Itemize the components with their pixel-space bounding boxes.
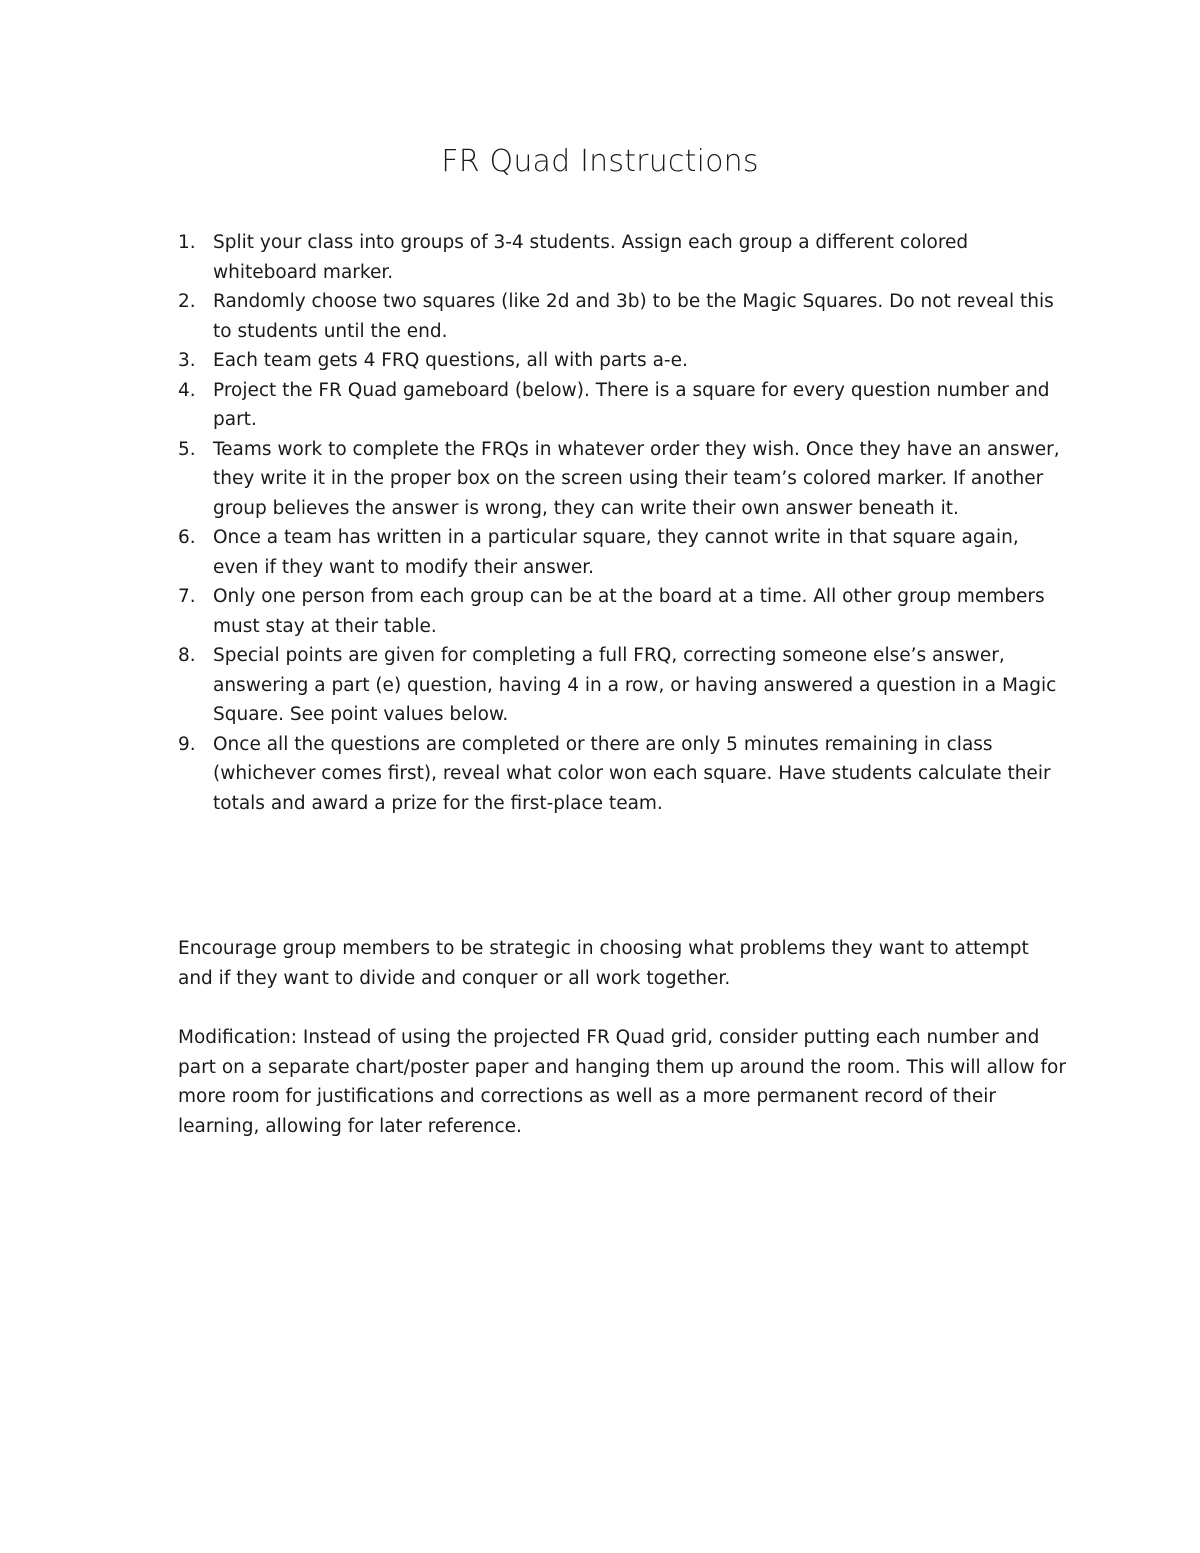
list-item [178, 523, 1068, 582]
list-item-number: 4. [178, 379, 196, 401]
list-item [178, 228, 1068, 287]
list-item-text: Once all the questions are completed or there are only 5 minutes remaining in class (whichever comes first), reveal what color won each square. Have students calculate their totals and award a prize for the first-place team. [213, 733, 1051, 814]
list-item-text: Randomly choose two squares (like 2d and 3b) to be the Magic Squares. Do not reveal this to students until the end. [213, 291, 1054, 342]
list-item [178, 435, 1068, 524]
list-item [178, 287, 1068, 346]
list-item [178, 582, 1068, 641]
list-item-number: 5. [178, 438, 196, 460]
strategy-paragraph: Encourage group members to be strategic in choosing what problems they want to attempt and if they want to divide and conquer or all work together. [178, 938, 1029, 989]
list-item-number: 2. [178, 291, 196, 312]
list-item-number: 1. [178, 232, 196, 253]
list-item-number: 8. [178, 645, 196, 666]
list-item-number: 9. [178, 733, 196, 755]
list-item [178, 641, 1068, 730]
instructions-list [178, 228, 1068, 818]
list-item-text: Project the FR Quad gameboard (below). There is a square for every question number and part. [213, 379, 1050, 430]
list-item-text: Teams work to complete the FRQs in whatever order they wish. Once they have an answer, they write it in the proper box on the screen using their team’s colored marker. If another group believes the answer is wrong, they can write their own answer beneath it. [213, 438, 1060, 519]
list-item-text: Split your class into groups of 3-4 students. Assign each group a different colored whiteboard marker. [213, 232, 969, 283]
modification-paragraph: Modification: Instead of using the projected FR Quad grid, consider putting each number and part on a separate chart/poster paper and hanging them up around the room. This will allow for more room for justifications and corrections as well as a more permanent record of their learning, allowing for later reference. [178, 1027, 1066, 1137]
page-title: FR Quad Instructions [441, 144, 759, 179]
list-item [178, 730, 1068, 819]
list-item-number: 6. [178, 527, 196, 548]
list-item-text: Special points are given for completing a full FRQ, correcting someone else’s answer, answering a part (e) question, having 4 in a row, or having answered a question in a Magic Square. See point values below. [213, 645, 1057, 725]
list-item-number: 7. [178, 586, 196, 607]
list-item-text: Each team gets 4 FRQ questions, all with parts a-e. [213, 350, 688, 371]
list-item [178, 376, 1068, 435]
list-item-number: 3. [178, 350, 196, 371]
list-item [178, 346, 1068, 376]
list-item-text: Only one person from each group can be at the board at a time. All other group members must stay at their table. [213, 586, 1045, 637]
list-item-text: Once a team has written in a particular square, they cannot write in that square again, even if they want to modify their answer. [213, 527, 1019, 578]
